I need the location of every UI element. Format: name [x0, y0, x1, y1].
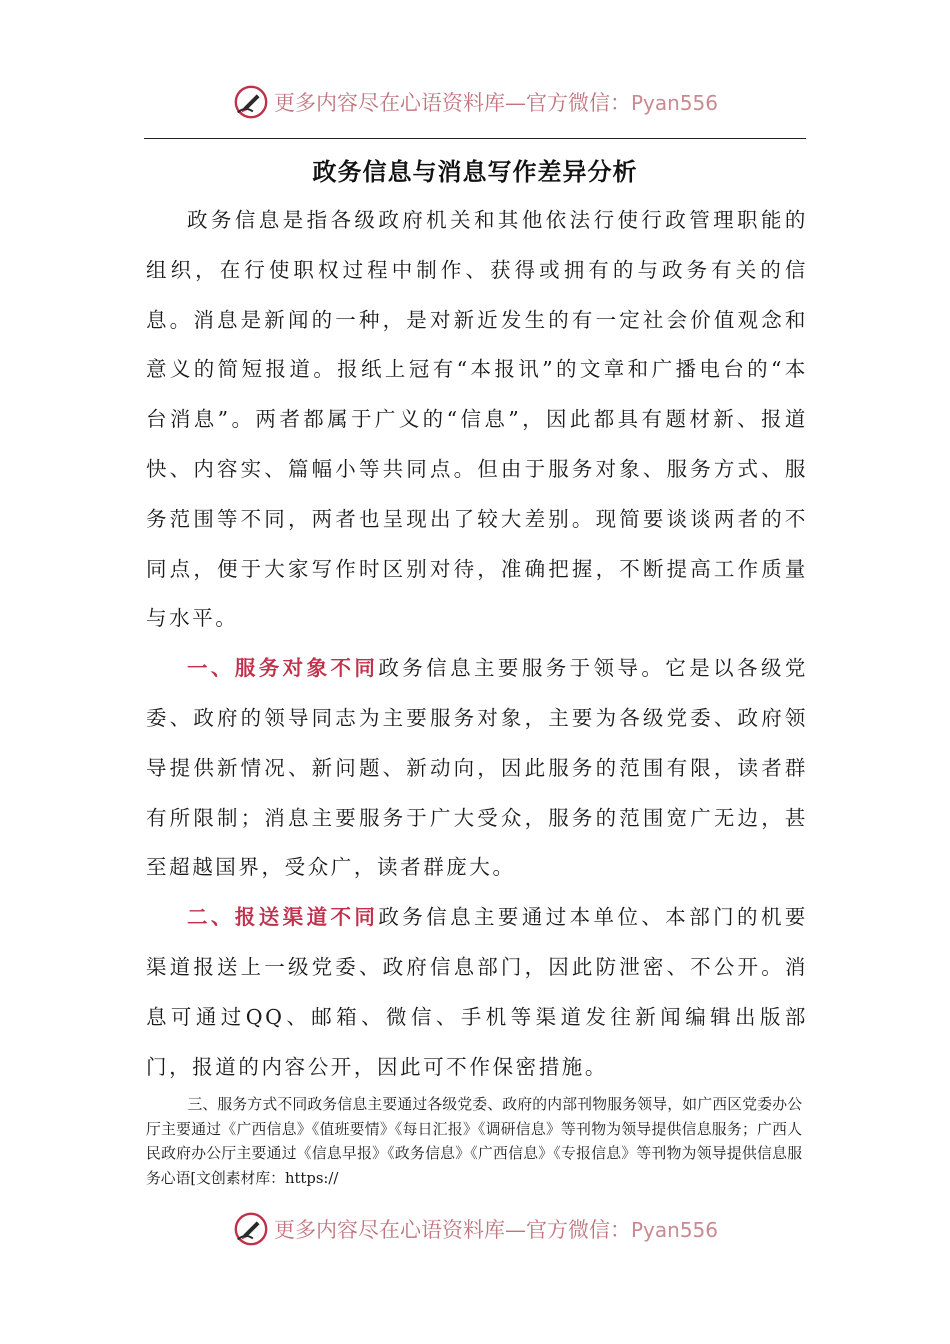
section-text: 政务信息主要通过本单位、本部门的机要渠道报送上一级党委、政府信息部门，因此防泄密、不公开。消息可通过QQ、邮箱、微信、手机等渠道发往新闻编辑出版部门，报道的内容公开，因此可不作保密措施。 [146, 905, 808, 1079]
section-paragraph [146, 644, 808, 893]
intro-paragraph: 政务信息是指各级政府机关和其他依法行使行政管理职能的组织，在行使职权过程中制作、获得或拥有的与政务有关的信息。消息是新闻的一种，是对新近发生的有一定社会价值观念和意义的简短报道。报纸上冠有“本报讯”的文章和广播电台的“本台消息”。两者都属于广义的“信息”，因此都具有题材新、报道快、内容实、篇幅小等共同点。但由于服务对象、服务方式、服务范围等不同，两者也呈现出了较大差别。现简要谈谈两者的不同点，便于大家写作时区别对待，准确把握，不断提高工作质量与水平。 [146, 208, 808, 631]
small-print-block [146, 1093, 802, 1191]
section-heading: 一、服务对象不同 [187, 656, 379, 681]
page-title: 政务信息与消息写作差异分析 [312, 158, 638, 186]
section-text: 政务信息主要服务于领导。它是以各级党委、政府的领导同志为主要服务对象，主要为各级党委、政府领导提供新情况、新问题、新动向，因此服务的范围有限，读者群有所限制；消息主要服务于广大受众，服务的范围宽广无边，甚至超越国界，受众广，读者群庞大。 [146, 656, 808, 880]
header-banner [0, 80, 950, 124]
footer-banner [0, 1207, 950, 1251]
banner-text: 更多内容尽在心语资料库—官方微信：Pyan556 [273, 91, 718, 115]
pen-logo-icon [232, 1210, 270, 1248]
header-rule [144, 138, 806, 139]
wechat-id: Pyan556 [630, 1218, 718, 1242]
section-heading: 二、报送渠道不同 [187, 905, 379, 930]
section-paragraph [146, 893, 808, 1092]
main-body [146, 196, 808, 1092]
wechat-id: Pyan556 [630, 91, 718, 115]
small-paragraph: 三、服务方式不同政务信息主要通过各级党委、政府的内部刊物服务领导，如广西区党委办公厅主要通过《广西信息》《值班要情》《每日汇报》《调研信息》等刊物为领导提供信息服务；广西人民政府办公厅主要通过《信息早报》《政务信息》《广西信息》《专报信息》等刊物为领导提供信息服务心语[文创素材库：https:// [146, 1096, 802, 1187]
banner-text: 更多内容尽在心语资料库—官方微信：Pyan556 [273, 1218, 718, 1242]
pen-logo-icon [232, 83, 270, 121]
